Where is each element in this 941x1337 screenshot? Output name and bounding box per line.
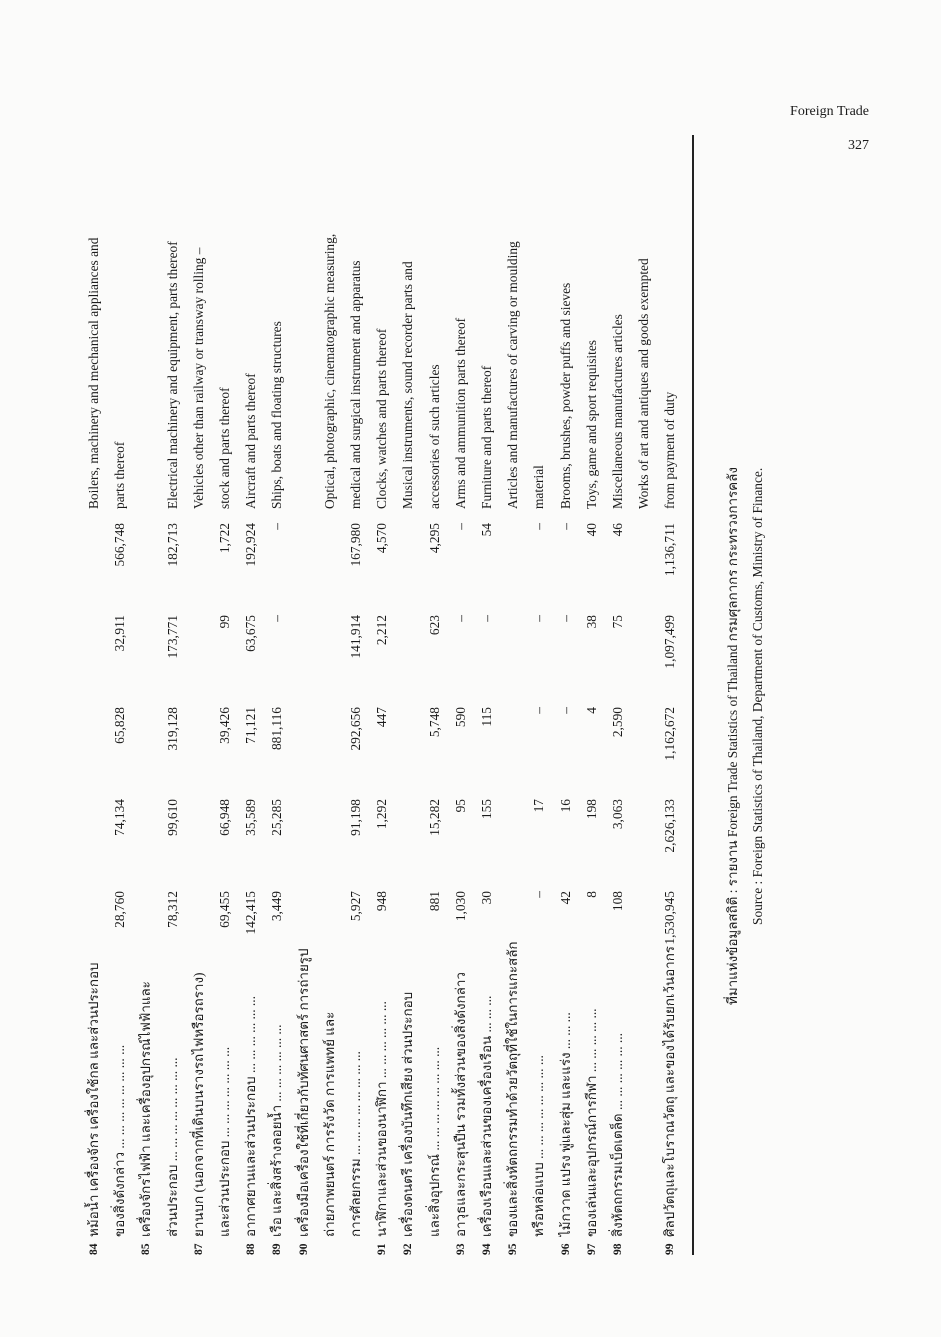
row-value-3: 590	[452, 707, 468, 728]
row-label-english: Brooms, brushes, powder puffs and sieves	[557, 282, 573, 509]
row-value-4: 141,914	[348, 615, 363, 659]
row-code: 89	[271, 1243, 284, 1255]
row-value-3: 65,828	[112, 707, 128, 744]
row-label-english: medical and surgical instrument and apparatus	[348, 260, 363, 509]
row-value-2: 95	[452, 799, 468, 813]
row-label-english: Ships, boats and floating structures	[269, 321, 285, 509]
row-value-3: 881,116	[269, 707, 285, 751]
row-label-thai: ของเล่นและอุปกรณ์การกีฬา ... ... ... ... ...	[583, 1008, 599, 1237]
row-label-english: parts thereof	[112, 441, 128, 509]
table-row	[267, 135, 293, 1255]
row-value-2: 17	[531, 799, 547, 813]
row-value-1: 30	[479, 891, 494, 905]
row-code: 98	[612, 1243, 624, 1255]
source-note-thai: ที่มาแห่งข้อมูลสถิติ : รายงาน Foreign Trade Statistics of Thailand กรมศุลกากร กระทรวงการคลัง	[725, 467, 740, 1005]
row-label-english: Miscellaneous manufactures articles	[610, 314, 625, 509]
row-label-english: from payment of duty	[662, 391, 678, 509]
row-label-english: accessories of such articles	[426, 364, 442, 509]
row-label-english: Optical, photographic, cinematographic measuring,	[321, 233, 337, 509]
row-value-3: –	[557, 707, 573, 714]
row-value-2: 16	[557, 799, 573, 813]
row-value-2: 99,610	[164, 799, 180, 836]
row-label-english: Arms and ammunition parts thereof	[452, 317, 468, 509]
row-value-4: 623	[426, 615, 442, 636]
table-row	[451, 135, 477, 1255]
row-label-thai: และสิ่งอุปกรณ์ ... ... ... ... ... ... ... ...	[426, 1046, 442, 1237]
table-row	[529, 135, 555, 1255]
row-value-5: –	[269, 523, 285, 530]
row-value-1: 28,760	[112, 891, 128, 928]
row-value-3: 4	[583, 707, 599, 714]
row-value-5: 46	[610, 523, 625, 537]
table-row	[660, 135, 686, 1255]
row-label-thai: อาวุธและกระสุนปืน รวมทั้งส่วนของสิ่งดังกล่าว	[452, 972, 468, 1237]
row-value-4: 99	[217, 615, 232, 629]
row-value-5: 4,570	[374, 523, 390, 554]
row-value-4: 173,771	[164, 615, 180, 659]
row-value-5: 167,980	[348, 523, 363, 567]
table-row	[372, 135, 398, 1255]
row-label-thai: ไม้กวาด แปรง พู่และสุ่ม และแร่ง ... ... ...	[557, 1012, 573, 1237]
row-value-4: 32,911	[112, 615, 128, 652]
row-label-english: stock and parts thereof	[217, 387, 232, 509]
row-label-english: Clocks, watches and parts thereof	[374, 328, 390, 509]
row-code: 93	[454, 1243, 467, 1255]
row-label-thai: นาฬิกาและส่วนของนาฬิกา ... ... ... ... ... ...	[374, 1001, 390, 1237]
row-value-4: 38	[583, 615, 599, 629]
row-value-3: 115	[479, 707, 494, 727]
row-value-3: 447	[374, 707, 390, 728]
row-label-english: material	[531, 465, 547, 509]
row-value-2: 1,292	[374, 799, 390, 830]
row-value-2: 66,948	[217, 799, 232, 836]
row-label-thai: ยานบก (นอกจากที่เดินบนรางรถไฟหรือรถราง)	[190, 972, 206, 1237]
row-label-thai: และส่วนประกอบ ... ... ... ... ... ... ...	[217, 1046, 232, 1237]
row-value-1: 1,030	[452, 891, 468, 922]
row-value-5: 192,924	[243, 523, 259, 567]
row-code: 97	[585, 1243, 598, 1255]
row-value-1: 1,530,945	[662, 891, 678, 945]
row-label-english: Musical instruments, sound recorder parts and	[400, 261, 416, 509]
row-label-english: Works of art and antiques and goods exempted	[636, 258, 652, 509]
row-label-thai: เครื่องจักรไฟฟ้า และเครื่องอุปกรณ์ไฟฟ้าและ	[138, 981, 154, 1237]
row-label-thai: สิ่งหัตถกรรมเบ็ดเตล็ด ... ... ... ... ... ...	[610, 1033, 625, 1237]
row-value-5: 40	[583, 523, 599, 537]
row-value-1: 5,927	[348, 891, 363, 922]
running-header: Foreign Trade	[790, 104, 869, 119]
footer-rule	[692, 135, 694, 1255]
row-value-5: 566,748	[112, 523, 128, 567]
row-label-thai: ถ่ายภาพยนตร์ การรังวัด การแพทย์ และ	[321, 1011, 337, 1237]
row-value-1: 881	[426, 891, 442, 912]
table-row	[294, 135, 320, 1255]
row-value-2: 3,063	[610, 799, 625, 830]
row-value-2: 15,282	[426, 799, 442, 836]
row-code: 88	[245, 1243, 258, 1255]
table-row	[425, 135, 451, 1255]
row-value-5: 4,295	[426, 523, 442, 554]
row-code: 95	[507, 1243, 520, 1255]
row-value-4: 75	[610, 615, 625, 629]
row-value-5: –	[531, 523, 547, 530]
page-number: 327	[848, 138, 869, 153]
row-value-5: –	[557, 523, 573, 530]
row-value-3: 2,590	[610, 707, 625, 738]
row-label-thai: ศิลปวัตถุและโบราณวัตถุ และของได้รับยกเว้นอากร	[662, 945, 678, 1237]
table-row	[608, 135, 634, 1255]
row-code: 92	[402, 1243, 415, 1255]
row-label-thai: เครื่องเรือนและส่วนของเครื่องเรือน ... ... ...	[479, 995, 494, 1237]
row-value-4: –	[452, 615, 468, 622]
table-row	[398, 135, 424, 1255]
row-label-thai: เครื่องดนตรี เครื่องบันทึกเสียง ส่วนประกอบ	[400, 991, 416, 1237]
table-row	[136, 135, 162, 1255]
row-label-thai: การศัลยกรรม ... ... ... ... ... ... ... ...	[348, 1051, 363, 1237]
row-code: 85	[140, 1243, 153, 1255]
row-value-2: 74,134	[112, 799, 128, 836]
row-value-4: 63,675	[243, 615, 259, 652]
row-value-1: 69,455	[217, 891, 232, 928]
row-value-5: 54	[479, 523, 494, 537]
row-value-4: –	[479, 615, 494, 622]
rotated-page-content	[80, 135, 840, 1255]
table-row	[84, 135, 110, 1255]
row-value-2: 2,626,133	[662, 799, 678, 853]
row-code: 87	[192, 1243, 205, 1255]
row-value-4: –	[269, 615, 285, 622]
table-row	[320, 135, 346, 1255]
row-value-2: 155	[479, 799, 494, 820]
row-label-english: Boilers, machinery and mechanical appliances and	[86, 237, 101, 509]
row-value-3: 319,128	[164, 707, 180, 751]
row-label-english: Toys, game and sport requisites	[583, 339, 599, 509]
row-label-thai: เครื่องมือเครื่องใช้ที่เกี่ยวกับทัศนศาสตร์ การถ่ายรูป	[295, 948, 311, 1237]
table-row	[110, 135, 136, 1255]
row-value-5: 1,722	[217, 523, 232, 554]
table-row	[241, 135, 267, 1255]
row-label-english: Articles and manufactures of carving or moulding	[505, 241, 521, 509]
row-code: 90	[297, 1243, 310, 1255]
table-row	[556, 135, 582, 1255]
row-value-1: –	[531, 891, 547, 898]
table-row	[503, 135, 529, 1255]
row-label-thai: ของสิ่งดังกล่าว ... ... ... ... ... ... ... ...	[112, 1044, 128, 1237]
row-label-thai: อากาศยานและส่วนประกอบ ... ... ... ... ... ...	[243, 996, 259, 1237]
row-value-3: 1,162,672	[662, 707, 678, 761]
row-value-5: –	[452, 523, 468, 530]
row-value-2: 25,285	[269, 799, 285, 836]
row-value-1: 108	[610, 891, 625, 912]
row-label-english: Furniture and parts thereof	[479, 365, 494, 509]
row-value-2: 198	[583, 799, 599, 820]
row-value-4: –	[531, 615, 547, 622]
row-code: 94	[481, 1243, 493, 1255]
row-value-1: 42	[557, 891, 573, 905]
row-value-3: 292,656	[348, 707, 363, 751]
row-code: 96	[559, 1243, 572, 1255]
table-row	[163, 135, 189, 1255]
row-value-3: 5,748	[426, 707, 442, 738]
row-label-english: Aircraft and parts thereof	[243, 373, 259, 509]
row-value-3: –	[531, 707, 547, 714]
row-label-english: Vehicles other than railway or transway rolling –	[190, 247, 206, 509]
row-label-english: Electrical machinery and equipment, parts thereof	[164, 241, 180, 509]
row-value-4: –	[557, 615, 573, 622]
row-value-5: 182,713	[164, 523, 180, 567]
table-row	[215, 135, 241, 1255]
row-value-2: 35,589	[243, 799, 259, 836]
row-value-1: 8	[583, 891, 599, 898]
table-row	[634, 135, 660, 1255]
row-value-4: 1,097,499	[662, 615, 678, 669]
row-label-thai: หม้อน้ำ เครื่องจักร เครื่องใช้กล และส่วนประกอบ	[86, 962, 101, 1237]
table-row	[477, 135, 503, 1255]
row-value-1: 3,449	[269, 891, 285, 922]
row-value-2: 91,198	[348, 799, 363, 836]
table-row	[189, 135, 215, 1255]
row-value-3: 39,426	[217, 707, 232, 744]
table-row	[346, 135, 372, 1255]
row-label-thai: ของและสิ่งหัตถกรรมทำด้วยวัตถุที่ใช้ในการแกะสลัก	[505, 941, 521, 1237]
row-value-4: 2,212	[374, 615, 390, 646]
table-row	[582, 135, 608, 1255]
source-note-english: Source : Foreign Statistics of Thailand, Department of Customs, Ministry of Finance.	[750, 467, 765, 925]
row-label-thai: เรือ และสิ่งสร้างลอยน้ำ ... ... ... ... ... ...	[269, 1024, 285, 1237]
row-value-5: 1,136,711	[662, 523, 678, 577]
row-value-1: 78,312	[164, 891, 180, 928]
row-label-thai: ส่วนประกอบ ... ... ... ... ... ... ... ...	[164, 1057, 180, 1237]
row-code: 91	[376, 1243, 389, 1255]
row-value-1: 948	[374, 891, 390, 912]
row-value-1: 142,415	[243, 891, 259, 935]
row-value-3: 71,121	[243, 707, 259, 744]
row-code: 99	[664, 1243, 677, 1255]
row-code: 84	[88, 1243, 100, 1255]
row-label-thai: หรือหล่อแบบ ... ... ... ... ... ... ... ...	[531, 1055, 547, 1237]
